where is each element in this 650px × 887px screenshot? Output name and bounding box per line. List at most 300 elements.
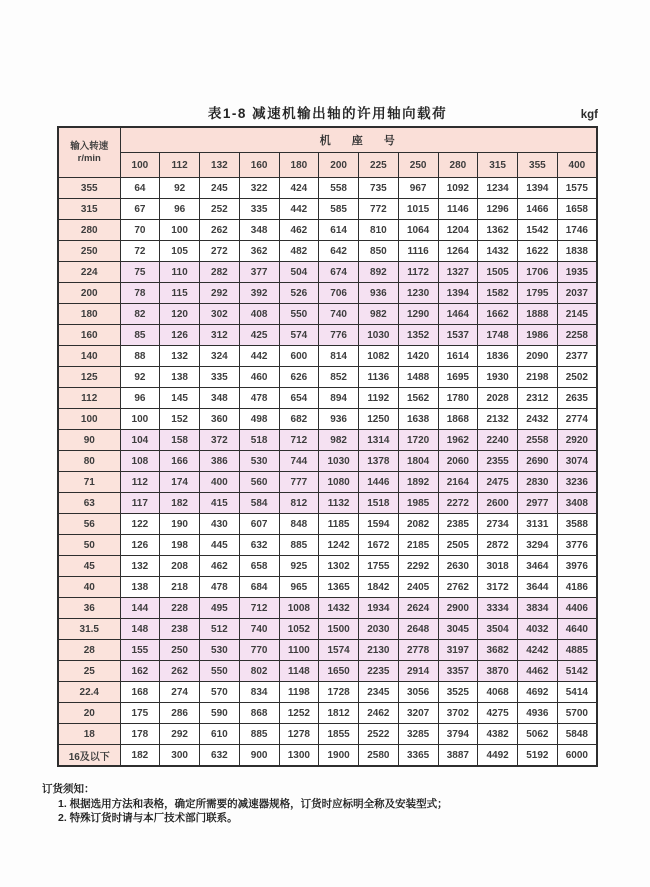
load-value-cell: 282 <box>200 262 240 283</box>
load-value-cell: 1172 <box>398 262 438 283</box>
load-value-cell: 600 <box>279 346 319 367</box>
load-value-cell: 104 <box>120 430 160 451</box>
load-value-cell: 2522 <box>359 724 399 745</box>
load-value-cell: 1290 <box>398 304 438 325</box>
load-value-cell: 155 <box>120 640 160 661</box>
column-header-cell: 315 <box>478 153 518 178</box>
note-item: 1. 根据选用方法和表格，确定所需要的减速器规格，订货时应标明全称及安装型式； <box>58 797 448 810</box>
load-value-cell: 178 <box>120 724 160 745</box>
load-value-cell: 1092 <box>438 178 478 199</box>
load-value-cell: 2082 <box>398 514 438 535</box>
load-value-cell: 2312 <box>518 388 558 409</box>
load-value-cell: 1720 <box>398 430 438 451</box>
row-speed-cell: 280 <box>58 220 120 241</box>
table-row <box>58 577 597 598</box>
table-row <box>58 640 597 661</box>
load-value-cell: 560 <box>239 472 279 493</box>
load-value-cell: 658 <box>239 556 279 577</box>
load-value-cell: 1755 <box>359 556 399 577</box>
load-value-cell: 4640 <box>557 619 597 640</box>
load-value-cell: 335 <box>200 367 240 388</box>
load-value-cell: 312 <box>200 325 240 346</box>
load-value-cell: 72 <box>120 241 160 262</box>
load-value-cell: 2272 <box>438 493 478 514</box>
load-value-cell: 2914 <box>398 661 438 682</box>
load-value-cell: 4885 <box>557 640 597 661</box>
load-value-cell: 5192 <box>518 745 558 767</box>
load-value-cell: 1505 <box>478 262 518 283</box>
table-row <box>58 430 597 451</box>
load-value-cell: 1638 <box>398 409 438 430</box>
load-value-cell: 772 <box>359 199 399 220</box>
load-value-cell: 1192 <box>359 388 399 409</box>
row-speed-cell: 50 <box>58 535 120 556</box>
load-value-cell: 148 <box>120 619 160 640</box>
load-value-cell: 1836 <box>478 346 518 367</box>
load-value-cell: 504 <box>279 262 319 283</box>
load-value-cell: 3976 <box>557 556 597 577</box>
column-header-cell: 180 <box>279 153 319 178</box>
row-speed-cell: 315 <box>58 199 120 220</box>
load-value-cell: 3702 <box>438 703 478 724</box>
corner-header-line2: r/min <box>77 152 101 164</box>
load-value-cell: 2690 <box>518 451 558 472</box>
row-speed-cell: 224 <box>58 262 120 283</box>
load-value-cell: 1795 <box>518 283 558 304</box>
load-value-cell: 1500 <box>319 619 359 640</box>
load-value-cell: 182 <box>160 493 200 514</box>
load-value-cell: 3504 <box>478 619 518 640</box>
load-value-cell: 286 <box>160 703 200 724</box>
load-value-cell: 262 <box>200 220 240 241</box>
load-value-cell: 712 <box>239 598 279 619</box>
load-value-cell: 654 <box>279 388 319 409</box>
load-value-cell: 852 <box>319 367 359 388</box>
load-value-cell: 2235 <box>359 661 399 682</box>
load-value-cell: 3834 <box>518 598 558 619</box>
load-value-cell: 1748 <box>478 325 518 346</box>
load-value-cell: 362 <box>239 241 279 262</box>
load-value-cell: 424 <box>279 178 319 199</box>
load-value-cell: 482 <box>279 241 319 262</box>
row-speed-cell: 100 <box>58 409 120 430</box>
load-value-cell: 1136 <box>359 367 399 388</box>
load-value-cell: 67 <box>120 199 160 220</box>
load-value-cell: 1594 <box>359 514 399 535</box>
load-value-cell: 706 <box>319 283 359 304</box>
load-value-cell: 3197 <box>438 640 478 661</box>
column-header-cell: 250 <box>398 153 438 178</box>
load-value-cell: 166 <box>160 451 200 472</box>
load-value-cell: 96 <box>160 199 200 220</box>
load-value-cell: 100 <box>120 409 160 430</box>
load-value-cell: 1234 <box>478 178 518 199</box>
load-value-cell: 3794 <box>438 724 478 745</box>
load-value-cell: 105 <box>160 241 200 262</box>
column-header-cell: 112 <box>160 153 200 178</box>
load-value-cell: 1466 <box>518 199 558 220</box>
load-value-cell: 1658 <box>557 199 597 220</box>
load-value-cell: 1082 <box>359 346 399 367</box>
load-value-cell: 2090 <box>518 346 558 367</box>
column-header-cell: 225 <box>359 153 399 178</box>
load-value-cell: 2830 <box>518 472 558 493</box>
load-value-cell: 4186 <box>557 577 597 598</box>
load-value-cell: 70 <box>120 220 160 241</box>
load-value-cell: 1542 <box>518 220 558 241</box>
load-value-cell: 3131 <box>518 514 558 535</box>
column-header-cell: 100 <box>120 153 160 178</box>
table-row <box>58 409 597 430</box>
load-value-cell: 2028 <box>478 388 518 409</box>
load-value-cell: 82 <box>120 304 160 325</box>
load-value-cell: 1116 <box>398 241 438 262</box>
load-value-cell: 2762 <box>438 577 478 598</box>
load-value-cell: 1868 <box>438 409 478 430</box>
load-value-cell: 1278 <box>279 724 319 745</box>
load-value-cell: 132 <box>160 346 200 367</box>
load-value-cell: 415 <box>200 493 240 514</box>
load-value-cell: 1892 <box>398 472 438 493</box>
page-title: 表1-8 减速机输出轴的许用轴向载荷 <box>207 106 448 121</box>
load-value-cell: 3365 <box>398 745 438 767</box>
load-value-cell: 2060 <box>438 451 478 472</box>
row-speed-cell: 56 <box>58 514 120 535</box>
load-value-cell: 2130 <box>359 640 399 661</box>
load-value-cell: 3644 <box>518 577 558 598</box>
load-value-cell: 2502 <box>557 367 597 388</box>
corner-header-line1: 输入转速 <box>70 141 109 152</box>
load-value-cell: 1518 <box>359 493 399 514</box>
row-speed-cell: 250 <box>58 241 120 262</box>
load-value-cell: 1488 <box>398 367 438 388</box>
load-value-cell: 92 <box>120 367 160 388</box>
load-value-cell: 1314 <box>359 430 399 451</box>
load-value-cell: 218 <box>160 577 200 598</box>
load-value-cell: 892 <box>359 262 399 283</box>
table-row <box>58 619 597 640</box>
load-value-cell: 1842 <box>359 577 399 598</box>
load-value-cell: 1185 <box>319 514 359 535</box>
load-value-cell: 245 <box>200 178 240 199</box>
load-value-cell: 498 <box>239 409 279 430</box>
load-value-cell: 1728 <box>319 682 359 703</box>
load-value-cell: 2132 <box>478 409 518 430</box>
load-value-cell: 735 <box>359 178 399 199</box>
load-value-cell: 126 <box>120 535 160 556</box>
load-value-cell: 2405 <box>398 577 438 598</box>
load-value-cell: 158 <box>160 430 200 451</box>
notes-items <box>42 797 448 826</box>
load-value-cell: 982 <box>359 304 399 325</box>
row-speed-cell: 28 <box>58 640 120 661</box>
load-value-cell: 4275 <box>478 703 518 724</box>
load-value-cell: 1900 <box>319 745 359 767</box>
load-value-cell: 2462 <box>359 703 399 724</box>
load-value-cell: 626 <box>279 367 319 388</box>
load-value-cell: 1146 <box>438 199 478 220</box>
group-header-cell: 机 座 号 <box>120 127 597 153</box>
load-value-cell: 430 <box>200 514 240 535</box>
load-value-cell: 1812 <box>319 703 359 724</box>
load-value-cell: 174 <box>160 472 200 493</box>
load-value-cell: 1230 <box>398 283 438 304</box>
column-header-row <box>58 153 597 178</box>
load-value-cell: 4068 <box>478 682 518 703</box>
row-speed-cell: 140 <box>58 346 120 367</box>
table-row <box>58 472 597 493</box>
load-value-cell: 1198 <box>279 682 319 703</box>
load-value-cell: 1935 <box>557 262 597 283</box>
load-value-cell: 274 <box>160 682 200 703</box>
load-value-cell: 4492 <box>478 745 518 767</box>
load-value-cell: 1780 <box>438 388 478 409</box>
load-value-cell: 335 <box>239 199 279 220</box>
load-value-cell: 3236 <box>557 472 597 493</box>
load-value-cell: 120 <box>160 304 200 325</box>
load-value-cell: 145 <box>160 388 200 409</box>
load-value-cell: 1030 <box>359 325 399 346</box>
load-value-cell: 810 <box>359 220 399 241</box>
load-value-cell: 1394 <box>518 178 558 199</box>
row-speed-cell: 16及以下 <box>58 745 120 767</box>
row-speed-cell: 22.4 <box>58 682 120 703</box>
load-value-cell: 740 <box>319 304 359 325</box>
load-value-cell: 777 <box>279 472 319 493</box>
load-value-cell: 3045 <box>438 619 478 640</box>
load-value-cell: 386 <box>200 451 240 472</box>
load-value-cell: 3525 <box>438 682 478 703</box>
load-value-cell: 1352 <box>398 325 438 346</box>
load-value-cell: 400 <box>200 472 240 493</box>
table-row <box>58 367 597 388</box>
load-value-cell: 2600 <box>478 493 518 514</box>
row-speed-cell: 180 <box>58 304 120 325</box>
load-value-cell: 1008 <box>279 598 319 619</box>
load-value-cell: 2355 <box>478 451 518 472</box>
load-value-cell: 2558 <box>518 430 558 451</box>
load-value-cell: 115 <box>160 283 200 304</box>
load-value-cell: 1132 <box>319 493 359 514</box>
load-value-cell: 132 <box>120 556 160 577</box>
load-value-cell: 530 <box>239 451 279 472</box>
load-value-cell: 834 <box>239 682 279 703</box>
load-value-cell: 408 <box>239 304 279 325</box>
table-row <box>58 262 597 283</box>
notes-heading: 订货须知： <box>42 783 95 795</box>
load-value-cell: 228 <box>160 598 200 619</box>
column-header-cell: 355 <box>518 153 558 178</box>
load-value-cell: 238 <box>160 619 200 640</box>
load-value-cell: 3172 <box>478 577 518 598</box>
load-value-cell: 2977 <box>518 493 558 514</box>
load-value-cell: 1250 <box>359 409 399 430</box>
group-header-row <box>58 127 597 153</box>
load-value-cell: 1300 <box>279 745 319 767</box>
load-value-cell: 392 <box>239 283 279 304</box>
load-value-cell: 4032 <box>518 619 558 640</box>
load-value-cell: 1582 <box>478 283 518 304</box>
load-value-cell: 2164 <box>438 472 478 493</box>
load-value-cell: 936 <box>359 283 399 304</box>
load-value-cell: 1420 <box>398 346 438 367</box>
load-value-cell: 550 <box>200 661 240 682</box>
load-value-cell: 1614 <box>438 346 478 367</box>
load-value-cell: 770 <box>239 640 279 661</box>
load-value-cell: 590 <box>200 703 240 724</box>
load-value-cell: 292 <box>200 283 240 304</box>
load-value-cell: 2475 <box>478 472 518 493</box>
load-value-cell: 2198 <box>518 367 558 388</box>
load-value-cell: 868 <box>239 703 279 724</box>
table-row <box>58 451 597 472</box>
row-speed-cell: 18 <box>58 724 120 745</box>
table-header <box>58 127 597 178</box>
table-body <box>58 178 597 767</box>
load-value-cell: 1930 <box>478 367 518 388</box>
load-value-cell: 208 <box>160 556 200 577</box>
table-row <box>58 346 597 367</box>
load-value-cell: 175 <box>120 703 160 724</box>
load-value-cell: 632 <box>239 535 279 556</box>
load-value-cell: 108 <box>120 451 160 472</box>
load-value-cell: 2505 <box>438 535 478 556</box>
table-row <box>58 220 597 241</box>
load-value-cell: 3357 <box>438 661 478 682</box>
table-row <box>58 493 597 514</box>
row-speed-cell: 355 <box>58 178 120 199</box>
load-value-cell: 372 <box>200 430 240 451</box>
load-value-cell: 584 <box>239 493 279 514</box>
table-row <box>58 283 597 304</box>
load-value-cell: 2778 <box>398 640 438 661</box>
load-value-cell: 1706 <box>518 262 558 283</box>
load-value-cell: 478 <box>200 577 240 598</box>
load-value-cell: 3056 <box>398 682 438 703</box>
load-value-cell: 614 <box>319 220 359 241</box>
load-value-cell: 740 <box>239 619 279 640</box>
load-value-cell: 900 <box>239 745 279 767</box>
load-value-cell: 2030 <box>359 619 399 640</box>
load-value-cell: 814 <box>319 346 359 367</box>
load-value-cell: 64 <box>120 178 160 199</box>
load-value-cell: 1296 <box>478 199 518 220</box>
load-value-cell: 2258 <box>557 325 597 346</box>
load-value-cell: 1574 <box>319 640 359 661</box>
load-value-cell: 1100 <box>279 640 319 661</box>
load-value-cell: 75 <box>120 262 160 283</box>
load-value-cell: 574 <box>279 325 319 346</box>
column-header-cell: 160 <box>239 153 279 178</box>
load-value-cell: 2920 <box>557 430 597 451</box>
load-value-cell: 126 <box>160 325 200 346</box>
load-value-cell: 138 <box>160 367 200 388</box>
load-value-cell: 512 <box>200 619 240 640</box>
axial-load-table <box>57 126 598 767</box>
load-value-cell: 1378 <box>359 451 399 472</box>
load-value-cell: 2292 <box>398 556 438 577</box>
load-value-cell: 3294 <box>518 535 558 556</box>
row-speed-cell: 40 <box>58 577 120 598</box>
load-value-cell: 3870 <box>478 661 518 682</box>
load-value-cell: 1838 <box>557 241 597 262</box>
load-value-cell: 1622 <box>518 241 558 262</box>
load-value-cell: 1015 <box>398 199 438 220</box>
load-value-cell: 100 <box>160 220 200 241</box>
load-value-cell: 78 <box>120 283 160 304</box>
load-value-cell: 348 <box>200 388 240 409</box>
load-value-cell: 2240 <box>478 430 518 451</box>
load-value-cell: 1264 <box>438 241 478 262</box>
load-value-cell: 1537 <box>438 325 478 346</box>
load-value-cell: 2145 <box>557 304 597 325</box>
load-value-cell: 5848 <box>557 724 597 745</box>
table-row <box>58 325 597 346</box>
load-value-cell: 570 <box>200 682 240 703</box>
load-value-cell: 2580 <box>359 745 399 767</box>
load-value-cell: 1855 <box>319 724 359 745</box>
corner-header <box>58 127 120 178</box>
row-speed-cell: 125 <box>58 367 120 388</box>
notes <box>42 782 448 826</box>
load-value-cell: 744 <box>279 451 319 472</box>
load-value-cell: 122 <box>120 514 160 535</box>
load-value-cell: 2624 <box>398 598 438 619</box>
load-value-cell: 252 <box>200 199 240 220</box>
load-value-cell: 632 <box>200 745 240 767</box>
load-value-cell: 1464 <box>438 304 478 325</box>
row-speed-cell: 160 <box>58 325 120 346</box>
column-header-cell: 132 <box>200 153 240 178</box>
load-value-cell: 1080 <box>319 472 359 493</box>
load-value-cell: 1252 <box>279 703 319 724</box>
table-row <box>58 745 597 767</box>
load-value-cell: 5414 <box>557 682 597 703</box>
load-value-cell: 377 <box>239 262 279 283</box>
table-row <box>58 241 597 262</box>
column-header-cell: 200 <box>319 153 359 178</box>
load-value-cell: 302 <box>200 304 240 325</box>
load-value-cell: 182 <box>120 745 160 767</box>
row-speed-cell: 31.5 <box>58 619 120 640</box>
load-value-cell: 442 <box>279 199 319 220</box>
load-value-cell: 462 <box>200 556 240 577</box>
load-value-cell: 850 <box>359 241 399 262</box>
load-value-cell: 2734 <box>478 514 518 535</box>
load-value-cell: 1804 <box>398 451 438 472</box>
load-value-cell: 4462 <box>518 661 558 682</box>
load-value-cell: 885 <box>239 724 279 745</box>
load-value-cell: 802 <box>239 661 279 682</box>
load-value-cell: 1562 <box>398 388 438 409</box>
table-row <box>58 199 597 220</box>
load-value-cell: 1242 <box>319 535 359 556</box>
row-speed-cell: 25 <box>58 661 120 682</box>
load-value-cell: 5062 <box>518 724 558 745</box>
load-value-cell: 894 <box>319 388 359 409</box>
load-value-cell: 495 <box>200 598 240 619</box>
load-value-cell: 965 <box>279 577 319 598</box>
load-value-cell: 1962 <box>438 430 478 451</box>
load-value-cell: 1365 <box>319 577 359 598</box>
table-row <box>58 703 597 724</box>
load-value-cell: 610 <box>200 724 240 745</box>
row-speed-cell: 90 <box>58 430 120 451</box>
load-value-cell: 2630 <box>438 556 478 577</box>
load-value-cell: 4382 <box>478 724 518 745</box>
table-row <box>58 724 597 745</box>
load-value-cell: 967 <box>398 178 438 199</box>
